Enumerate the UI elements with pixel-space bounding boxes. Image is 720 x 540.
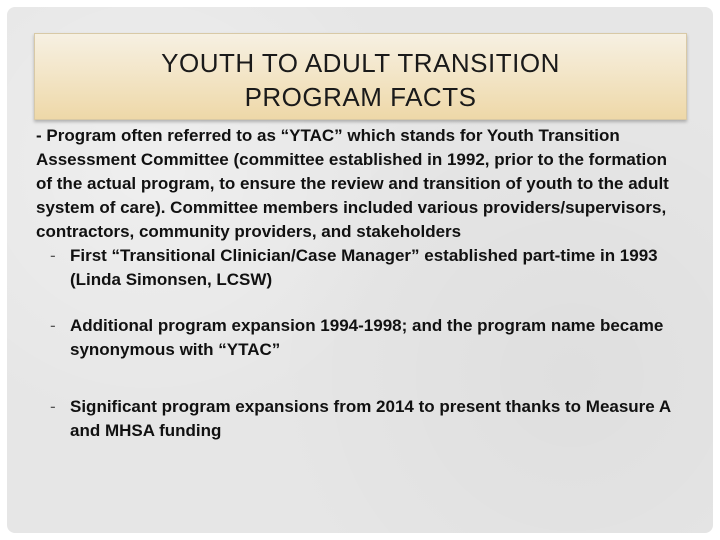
bullet-text: Significant program expansions from 2014 to present thanks to Measure A and MHSA funding xyxy=(70,397,671,440)
slide-title xyxy=(161,46,560,114)
slide-title-line-2: PROGRAM FACTS xyxy=(244,81,477,112)
bullet-item xyxy=(50,395,686,443)
bullet-dash: - xyxy=(50,246,56,265)
bullet-item xyxy=(50,244,686,292)
bullet-dash: - xyxy=(50,316,56,335)
bullet-text: First “Transitional Clinician/Case Manager” established part-time in 1993 (Linda Simonsen, LCSW) xyxy=(70,246,658,289)
intro-paragraph: - Program often referred to as “YTAC” which stands for Youth Transition Assessment Committee (committee established in 1992, prior to the formation of the actual program, to ensure the review and transition of youth to the adult system of care). Committee members included various providers/supervisors, contractors, community providers, and stakeholders xyxy=(36,126,669,241)
bullet-item xyxy=(50,314,686,362)
slide-title-line-1: YOUTH TO ADULT TRANSITION xyxy=(161,47,560,78)
bullet-dash: - xyxy=(50,397,56,416)
bullet-text: Additional program expansion 1994-1998; and the program name became synonymous with “YTAC” xyxy=(70,316,664,359)
slide-title-box xyxy=(34,33,687,120)
slide-content xyxy=(36,124,686,443)
